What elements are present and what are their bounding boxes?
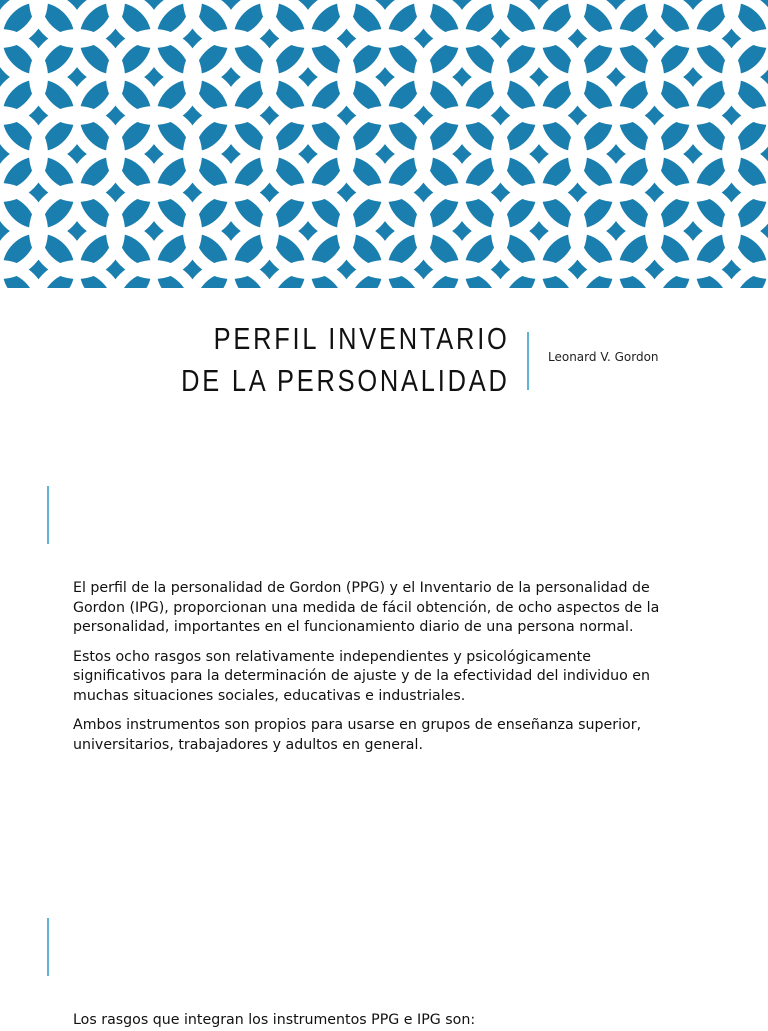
title-line-2: DE LA PERSONALIDAD <box>181 363 510 398</box>
paragraph: Estos ocho rasgos son relativamente independientes y psicológicamente significativos para la determinación de ajuste y de la efectividad del individuo en muchas situaciones sociales, educativas e industriales. <box>73 648 651 704</box>
slide-title <box>109 318 510 402</box>
title-divider <box>527 332 529 390</box>
author-name: Leonard V. Gordon <box>548 350 659 364</box>
banner-rings <box>0 0 768 288</box>
decorative-pattern-banner <box>0 0 768 288</box>
slide-intro-text: Los rasgos que integran los instrumentos PPG e IPG son: <box>73 1012 476 1028</box>
paragraph: El perfil de la personalidad de Gordon (PPG) y el Inventario de la personalidad de Gordon (IPG), proporcionan una medida de fácil obtención, de ocho aspectos de la personalidad, importantes en el funcionamiento diario de una persona normal. <box>73 580 660 635</box>
slide-accent-bar <box>47 918 49 976</box>
paragraph: Ambos instrumentos son propios para usarse en grupos de enseñanza superior, universitarios, trabajadores y adultos en general. <box>73 717 642 753</box>
slide-body <box>73 579 673 765</box>
title-line-1: PERFIL INVENTARIO <box>214 321 510 356</box>
slide-accent-bar <box>47 486 49 544</box>
